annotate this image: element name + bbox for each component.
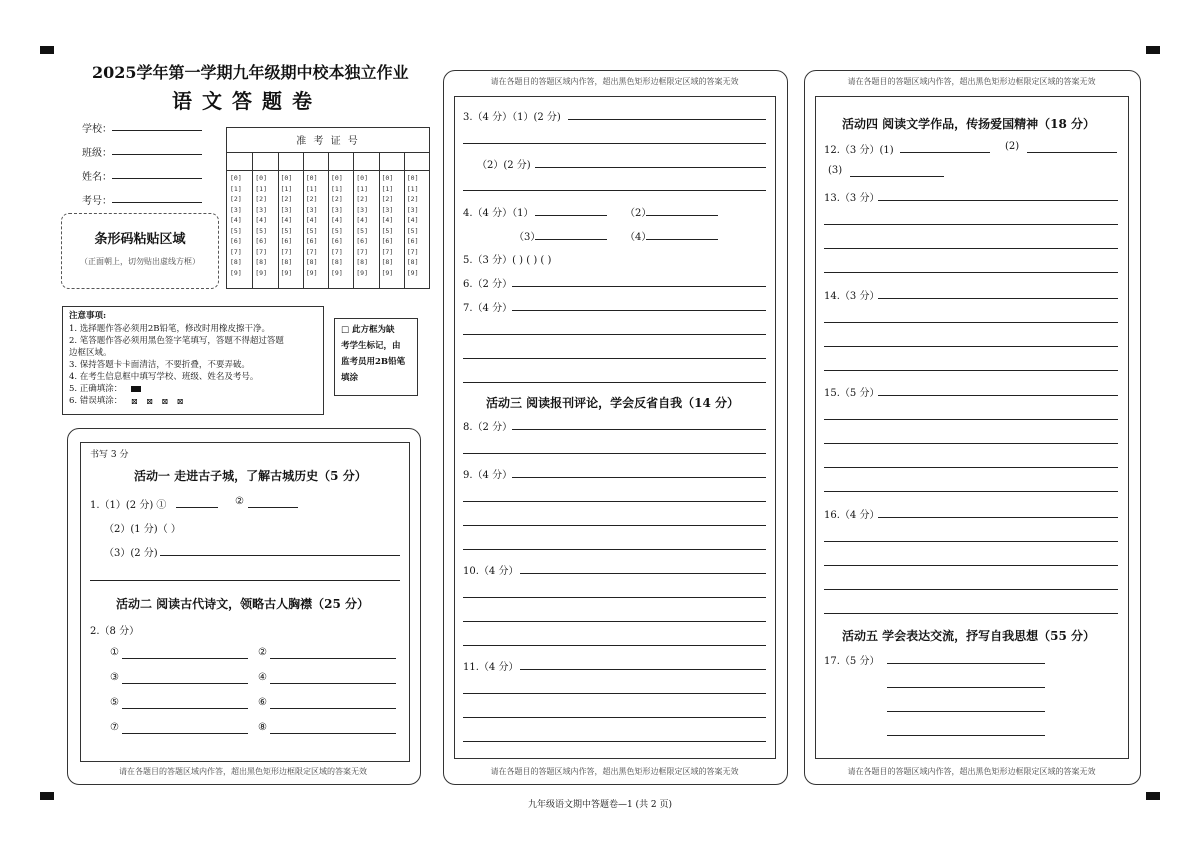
digit-bubble[interactable]: [2] — [331, 195, 343, 203]
barcode-area[interactable] — [61, 213, 219, 289]
digit-bubble[interactable]: [2] — [305, 195, 318, 203]
digit-bubble[interactable]: [8] — [280, 258, 293, 266]
digit-bubble[interactable]: [6] — [280, 237, 293, 245]
digit-bubble[interactable]: [4] — [230, 216, 242, 224]
digit-bubble[interactable]: [5] — [331, 226, 343, 235]
digit-bubble[interactable]: [0] — [305, 174, 318, 182]
q2-blank-label: ⑤ — [110, 697, 119, 708]
digit-bubble[interactable]: [1] — [255, 184, 267, 193]
answer-line[interactable] — [463, 717, 766, 718]
digit-bubble[interactable]: [2] — [280, 195, 293, 203]
activity-3-heading: 活动三 阅读报刊评论，学会反省自我（14 分） — [486, 396, 740, 410]
answer-line[interactable] — [887, 735, 1045, 736]
exam-title: 2025学年第一学期九年级期中校本独立作业 — [92, 63, 409, 82]
absent-note: 填涂 — [341, 373, 359, 383]
q4-2-label: （2） — [625, 208, 652, 219]
digit-bubble[interactable]: [5] — [230, 226, 242, 235]
answer-line[interactable] — [520, 573, 766, 574]
digit-bubble[interactable]: [4] — [280, 216, 293, 224]
name-field[interactable] — [112, 178, 202, 179]
answer-line[interactable] — [900, 152, 990, 153]
sheet-title: 语文答题卷 — [172, 89, 322, 113]
answer-line[interactable] — [463, 549, 766, 550]
digit-bubble[interactable]: [8] — [255, 258, 267, 266]
answer-line[interactable] — [463, 358, 766, 359]
absent-marker-box[interactable] — [334, 318, 418, 396]
answer-line[interactable] — [824, 613, 1118, 614]
warning-text: 请在各题目的答题区域内作答，超出黑色矩形边框限定区域的答案无效 — [847, 767, 1096, 776]
answer-line[interactable] — [463, 453, 766, 454]
digit-bubble[interactable]: [5] — [406, 226, 419, 235]
notice-item: 5. 正确填涂： — [69, 384, 123, 394]
answer-line[interactable] — [463, 741, 766, 742]
answer-line[interactable] — [122, 683, 248, 684]
q10-label: 10.（4 分） — [463, 566, 519, 577]
q1-1-blank-2[interactable] — [248, 507, 298, 508]
digit-bubble[interactable]: [3] — [230, 205, 242, 214]
answer-line[interactable] — [270, 733, 396, 734]
q8-label: 8.（2 分） — [463, 422, 513, 433]
q17-label: 17.（5 分） — [824, 656, 880, 667]
page-footer: 九年级语文期中答题卷—1 (共 2 页) — [527, 800, 673, 810]
grid-column-divider — [278, 152, 279, 288]
digit-bubble[interactable]: [0] — [381, 174, 394, 182]
digit-bubble[interactable]: [1] — [230, 184, 242, 193]
registration-mark — [40, 46, 54, 54]
answer-line[interactable] — [824, 443, 1118, 444]
digit-bubble[interactable]: [7] — [280, 247, 293, 256]
notice-item: 3. 保持答题卡卡面清洁，不要折叠，不要弄破。 — [69, 360, 250, 370]
absent-note: 考学生标记，由 — [341, 341, 401, 351]
digit-bubble[interactable]: [1] — [356, 184, 368, 193]
answer-line[interactable] — [824, 248, 1118, 249]
digit-bubble[interactable]: [0] — [255, 174, 267, 182]
digit-bubble[interactable]: [2] — [255, 195, 267, 203]
digit-bubble[interactable]: [3] — [305, 205, 318, 214]
digit-bubble[interactable]: [9] — [356, 268, 368, 277]
digit-bubble[interactable]: [1] — [381, 184, 394, 193]
digit-bubble[interactable]: [9] — [305, 268, 318, 277]
digit-bubble[interactable]: [0] — [230, 174, 242, 182]
answer-line[interactable] — [824, 322, 1118, 323]
answer-line[interactable] — [122, 658, 248, 659]
activity-2-heading: 活动二 阅读古代诗文，领略古人胸襟（25 分） — [116, 597, 370, 611]
q6-label: 6.（2 分） — [463, 279, 513, 290]
q15-label: 15.（5 分） — [824, 388, 880, 399]
school-label: 学校： — [82, 124, 112, 135]
q1-1-blank-1[interactable] — [176, 507, 218, 508]
absent-note: 监考员用2B铅笔 — [341, 357, 406, 367]
answer-line[interactable] — [520, 669, 766, 670]
answer-line[interactable] — [878, 200, 1118, 201]
q2-blank-label: ⑦ — [110, 722, 119, 733]
digit-bubble[interactable]: [5] — [356, 226, 368, 235]
answer-line[interactable] — [535, 215, 607, 216]
digit-bubble[interactable]: [8] — [406, 258, 419, 266]
digit-bubble[interactable]: [9] — [381, 268, 394, 277]
answer-line[interactable] — [463, 501, 766, 502]
q1-1-label: 1.（1）(2 分) ① — [90, 500, 167, 511]
exam-id-field[interactable] — [112, 202, 202, 203]
writing-score: 书写 3 分 — [90, 450, 129, 460]
warning-text: 请在各题目的答题区域内作答，超出黑色矩形边框限定区域的答案无效 — [490, 767, 739, 776]
warning-text: 请在各题目的答题区域内作答，超出黑色矩形边框限定区域的答案无效 — [847, 77, 1096, 86]
answer-line[interactable] — [824, 467, 1118, 468]
digit-bubble[interactable]: [4] — [381, 216, 394, 224]
answer-line[interactable] — [887, 663, 1045, 664]
answer-line[interactable] — [463, 621, 766, 622]
q12-1-label: 12.（3 分）(1) — [824, 145, 894, 156]
correct-fill-example-icon — [131, 386, 141, 392]
digit-bubble[interactable]: [6] — [406, 237, 419, 245]
answer-line[interactable] — [512, 477, 766, 478]
q12-3-label: (3) — [828, 165, 843, 176]
answer-line[interactable] — [887, 711, 1045, 712]
wrong-fill-examples-icon: ⊠ ⊠ ⊠ ⊠ — [131, 397, 187, 406]
digit-bubble[interactable]: [3] — [255, 205, 267, 214]
name-label: 姓名： — [82, 172, 112, 183]
digit-bubble[interactable]: [9] — [406, 268, 419, 277]
digit-bubble[interactable]: [5] — [305, 226, 318, 235]
class-label: 班级： — [82, 148, 112, 159]
answer-line[interactable] — [824, 419, 1118, 420]
answer-line[interactable] — [878, 517, 1118, 518]
answer-line[interactable] — [270, 683, 396, 684]
digit-bubble[interactable]: [7] — [230, 247, 242, 256]
grid-column-divider — [353, 152, 354, 288]
digit-bubble[interactable]: [4] — [255, 216, 267, 224]
digit-bubble[interactable]: [0] — [331, 174, 343, 182]
q4-3-label: （3） — [514, 232, 541, 243]
digit-bubble[interactable]: [4] — [331, 216, 343, 224]
digit-bubble[interactable]: [3] — [381, 205, 394, 214]
q4-4-label: （4） — [625, 232, 652, 243]
warning-text: 请在各题目的答题区域内作答，超出黑色矩形边框限定区域的答案无效 — [490, 77, 739, 86]
q2-blank-label: ⑧ — [258, 722, 267, 733]
answer-line[interactable] — [824, 541, 1118, 542]
digit-bubble[interactable]: [5] — [381, 226, 394, 235]
digit-bubble[interactable]: [3] — [331, 205, 343, 214]
digit-bubble[interactable]: [1] — [331, 184, 343, 193]
digit-bubble[interactable]: [1] — [305, 184, 318, 193]
notice-item: 边框区域。 — [69, 348, 112, 358]
digit-bubble[interactable]: [9] — [230, 268, 242, 277]
q2-blank-label: ⑥ — [258, 697, 267, 708]
answer-line[interactable] — [568, 119, 766, 120]
digit-bubble[interactable]: [1] — [280, 184, 293, 193]
grid-column-divider — [303, 152, 304, 288]
answer-line[interactable] — [270, 658, 396, 659]
digit-bubble[interactable]: [9] — [255, 268, 267, 277]
digit-bubble[interactable]: [8] — [230, 258, 242, 266]
absent-note: □ 此方框为缺 — [341, 325, 395, 335]
digit-bubble[interactable]: [8] — [356, 258, 368, 266]
digit-bubble[interactable]: [6] — [230, 237, 242, 245]
q3-2-label: （2）(2 分) — [477, 160, 531, 171]
digit-bubble[interactable]: [0] — [356, 174, 368, 182]
activity-1-heading: 活动一 走进古子城，了解古城历史（5 分） — [134, 469, 367, 483]
digit-bubble[interactable]: [3] — [356, 205, 368, 214]
grid-column-divider — [379, 152, 380, 288]
answer-line[interactable] — [824, 565, 1118, 566]
activity-4-heading: 活动四 阅读文学作品，传扬爱国精神（18 分） — [842, 117, 1096, 131]
digit-bubble[interactable]: [2] — [406, 195, 419, 203]
q3-1-label: 3.（4 分）（1）(2 分) — [463, 112, 561, 123]
grid-column-divider — [328, 152, 329, 288]
q2-label: 2.（8 分） — [90, 626, 140, 637]
q1-1-label-2: ② — [235, 496, 244, 507]
digit-bubble[interactable]: [6] — [356, 237, 368, 245]
school-field[interactable] — [112, 130, 202, 131]
digit-bubble[interactable]: [8] — [331, 258, 343, 266]
digit-bubble[interactable]: [2] — [230, 195, 242, 203]
answer-line[interactable] — [463, 597, 766, 598]
answer-line[interactable] — [512, 310, 766, 311]
digit-bubble[interactable]: [2] — [356, 195, 368, 203]
digit-bubble[interactable]: [6] — [255, 237, 267, 245]
notice-title: 注意事项: — [69, 311, 107, 321]
answer-line[interactable] — [824, 491, 1118, 492]
q2-blank-label: ④ — [258, 672, 267, 683]
notice-item: 1. 选择题作答必须用2B铅笔，修改时用橡皮擦干净。 — [69, 324, 270, 334]
q2-blank-label: ③ — [110, 672, 119, 683]
answer-line[interactable] — [463, 525, 766, 526]
class-field[interactable] — [112, 154, 202, 155]
digit-bubble[interactable]: [4] — [305, 216, 318, 224]
answer-line[interactable] — [122, 733, 248, 734]
q1-2-label: （2）(1 分)（ ） — [104, 524, 181, 535]
grid-column-divider — [404, 152, 405, 288]
q2-blank-label: ② — [258, 647, 267, 658]
digit-bubble[interactable]: [0] — [406, 174, 419, 182]
exam-id-label: 考号： — [82, 196, 112, 207]
digit-bubble[interactable]: [0] — [280, 174, 293, 182]
q4-1-label: 4.（4 分）（1） — [463, 208, 534, 219]
section-divider — [90, 580, 400, 581]
barcode-title: 条形码粘贴区域 — [94, 232, 186, 247]
digit-bubble[interactable]: [5] — [280, 226, 293, 235]
q1-3-label: （3）(2 分) — [104, 548, 158, 559]
q9-label: 9.（4 分） — [463, 470, 513, 481]
answer-line[interactable] — [887, 687, 1045, 688]
q5-label: 5.（3 分）( ) ( ) ( ) — [463, 255, 552, 266]
answer-line[interactable] — [512, 429, 766, 430]
answer-line[interactable] — [535, 167, 766, 168]
digit-bubble[interactable]: [4] — [356, 216, 368, 224]
barcode-note: （正面朝上，切勿贴出虚线方框） — [80, 257, 200, 266]
digit-bubble[interactable]: [4] — [406, 216, 419, 224]
answer-line[interactable] — [824, 589, 1118, 590]
q13-label: 13.（3 分） — [824, 193, 880, 204]
q2-blank-label: ① — [110, 647, 119, 658]
digit-bubble[interactable]: [6] — [381, 237, 394, 245]
answer-line[interactable] — [646, 239, 718, 240]
notice-item: 4. 在考生信息框中填写学校、班级、姓名及考号。 — [69, 372, 259, 382]
warning-text: 请在各题目的答题区域内作答，超出黑色矩形边框限定区域的答案无效 — [119, 767, 367, 776]
digit-bubble[interactable]: [5] — [255, 226, 267, 235]
q12-2-label: (2) — [1005, 141, 1020, 152]
answer-line[interactable] — [463, 334, 766, 335]
digit-bubble[interactable]: [8] — [381, 258, 394, 266]
notice-item: 2. 笔答题作答必须用黑色签字笔填写，答题不得超过答题 — [69, 336, 284, 346]
answer-line[interactable] — [535, 239, 607, 240]
answer-line[interactable] — [878, 298, 1118, 299]
digit-bubble[interactable]: [3] — [406, 205, 419, 214]
digit-bubble[interactable]: [9] — [331, 268, 343, 277]
answer-line[interactable] — [463, 190, 766, 191]
q16-label: 16.（4 分） — [824, 510, 880, 521]
digit-bubble[interactable]: [1] — [406, 184, 419, 193]
answer-line[interactable] — [878, 395, 1118, 396]
answer-line[interactable] — [463, 645, 766, 646]
answer-line[interactable] — [850, 176, 944, 177]
answer-line[interactable] — [1027, 152, 1117, 153]
answer-line[interactable] — [463, 143, 766, 144]
digit-bubble[interactable]: [6] — [331, 237, 343, 245]
registration-mark — [1146, 46, 1160, 54]
exam-number-grid[interactable] — [226, 127, 430, 289]
digit-bubble[interactable]: [7] — [381, 247, 394, 256]
digit-bubble[interactable]: [7] — [406, 247, 419, 256]
q7-label: 7.（4 分） — [463, 303, 513, 314]
answer-line[interactable] — [824, 224, 1118, 225]
digit-bubble[interactable]: [7] — [331, 247, 343, 256]
activity-5-heading: 活动五 学会表达交流，抒写自我思想（55 分） — [842, 629, 1096, 643]
digit-bubble[interactable]: [6] — [305, 237, 318, 245]
answer-line[interactable] — [646, 215, 718, 216]
exam-number-title: 准 考 证 号 — [296, 136, 360, 147]
digit-bubble[interactable]: [7] — [255, 247, 267, 256]
answer-line[interactable] — [824, 370, 1118, 371]
answer-line[interactable] — [463, 382, 766, 383]
notice-box — [62, 306, 324, 415]
answer-line[interactable] — [270, 708, 396, 709]
answer-line[interactable] — [463, 693, 766, 694]
grid-column-divider — [252, 152, 253, 288]
digit-bubble[interactable]: [9] — [280, 268, 293, 277]
answer-line[interactable] — [824, 346, 1118, 347]
notice-item: 6. 错误填涂： — [69, 396, 123, 406]
answer-line[interactable] — [122, 708, 248, 709]
digit-bubble[interactable]: [8] — [305, 258, 318, 266]
digit-bubble[interactable]: [7] — [305, 247, 318, 256]
q14-label: 14.（3 分） — [824, 291, 880, 302]
digit-bubble[interactable]: [3] — [280, 205, 293, 214]
q11-label: 11.（4 分） — [463, 662, 519, 673]
q1-3-answer-line[interactable] — [160, 555, 400, 556]
answer-line[interactable] — [824, 272, 1118, 273]
digit-bubble[interactable]: [7] — [356, 247, 368, 256]
digit-bubble[interactable]: [2] — [381, 195, 394, 203]
answer-line[interactable] — [512, 286, 766, 287]
